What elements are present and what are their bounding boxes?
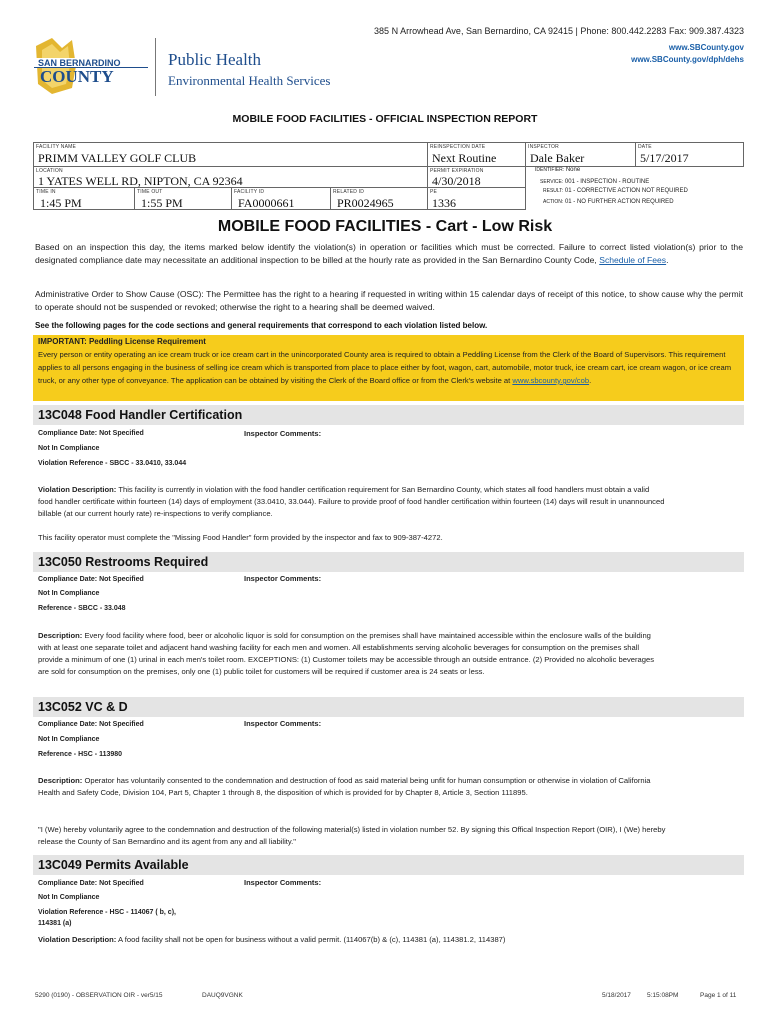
related-id-cell <box>330 187 428 210</box>
result-row <box>543 188 688 194</box>
description-label: Description: <box>38 631 83 640</box>
logo-text-bottom: COUNTY <box>40 67 114 86</box>
permit-expiration-value: 4/30/2018 <box>432 174 481 188</box>
footer-code: DAUQ9VGNK <box>202 992 243 999</box>
violation-title: 13C049 Permits Available <box>33 855 744 875</box>
county-logo <box>32 36 150 96</box>
related-id-value: PR0024965 <box>337 196 394 210</box>
permit-expiration-label: PERMIT EXPIRATION <box>430 168 484 174</box>
county-seal-icon <box>32 36 150 96</box>
description-text: This facility is currently in violation with the food handler certification requirement for San Bernardino County, which states all food handlers must obtain a valid food handler certificate within fourteen (14) days of employment (33.0410, 33.044). Failure to provide proof of food handler certification within fourteen (14) days will result in unannounced billable (at our current hourly rate) re-inspections to verify compliance. <box>38 485 665 518</box>
description-label: Description: <box>38 776 83 785</box>
cob-website-link[interactable]: www.sbcounty.gov/cob <box>512 376 590 385</box>
logo-text-top: SAN BERNARDINO <box>38 58 121 68</box>
description-text: Operator has voluntarily consented to the condemnation and destruction of food as said material being unfit for human consumption or otherwise in violation of California Health and Safety Code, Division 104, Part 5, Chapter 1 through 8, the disposition of which is provided for by Chapter 8, Article 3, Section 111895. <box>38 776 651 797</box>
page-number: Page 1 of 11 <box>700 992 737 999</box>
identifier-row <box>535 167 580 173</box>
time-in-value: 1:45 PM <box>40 196 82 210</box>
inspector-comments-label: Inspector Comments: <box>244 574 322 583</box>
action-value: 01 - NO FURTHER ACTION REQUIRED <box>564 199 674 205</box>
peddling-license-notice <box>33 335 744 401</box>
pe-cell <box>427 187 526 210</box>
violation-reference: Violation Reference - SBCC - 33.0410, 33.044 <box>38 460 187 467</box>
facility-name-label: FACILITY NAME <box>36 144 77 150</box>
service-row <box>540 179 649 185</box>
facility-id-label: FACILITY ID <box>234 189 265 195</box>
inspector-comments-label: Inspector Comments: <box>244 719 322 728</box>
facility-id-value: FA0000661 <box>238 196 295 210</box>
header-divider <box>155 38 156 96</box>
description-label: Violation Description: <box>38 935 117 944</box>
violation-reference: Reference - SBCC - 33.048 <box>38 605 126 612</box>
time-in-label: TIME IN <box>36 189 56 195</box>
dehs-website-link[interactable]: www.SBCounty.gov/dph/dehs <box>631 55 744 64</box>
description-text: A food facility shall not be open for business without a valid permit. (114067(b) & (c), 114381 (a), 114381.2, 114387) <box>118 935 506 944</box>
org-name: Public Health <box>168 50 262 69</box>
inspector-comments-label: Inspector Comments: <box>244 878 322 887</box>
time-out-cell <box>134 187 232 210</box>
reinspection-label: REINSPECTION DATE <box>430 144 486 150</box>
date-value: 5/17/2017 <box>640 151 689 165</box>
description-label: Violation Description: <box>38 485 117 494</box>
footer-date: 5/18/2017 <box>602 992 631 999</box>
inspector-comments-label: Inspector Comments: <box>244 429 322 438</box>
compliance-status: Not In Compliance <box>38 736 100 743</box>
location-label: LOCATION <box>36 168 63 174</box>
intro-end: . <box>666 255 669 265</box>
date-label: DATE <box>638 144 652 150</box>
violation-description <box>38 484 666 520</box>
permit-expiration-cell <box>427 166 526 188</box>
notice-title: IMPORTANT: Peddling License Requirement <box>38 337 206 346</box>
pe-value: 1336 <box>432 196 456 210</box>
compliance-status: Not In Compliance <box>38 590 100 597</box>
violation-description <box>38 775 666 799</box>
violation-reference: Violation Reference - HSC - 114067 ( b, c), <box>38 909 176 916</box>
result-value: 01 - CORRECTIVE ACTION NOT REQUIRED <box>564 188 688 194</box>
related-id-label: RELATED ID <box>333 189 365 195</box>
time-in-cell <box>33 187 135 210</box>
identifier-label: IDENTIFIER: <box>535 167 565 173</box>
violation-description <box>38 630 666 678</box>
pe-label: PE <box>430 189 438 195</box>
compliance-date: Compliance Date: Not Specified <box>38 721 144 728</box>
compliance-date: Compliance Date: Not Specified <box>38 430 144 437</box>
compliance-date: Compliance Date: Not Specified <box>38 576 144 583</box>
description-text: Every food facility where food, beer or alcoholic liquor is sold for consumption on the premises shall have maintained accessible within the enclosure walls of the building with at least one separate toilet and adjacent hand washing facility for each men and women. All establishments serving alcoholic beverages for consumption on the premises shall provide a minimum of one (1) urinal in each men's toilet room. EXCEPTIONS: (1) Customer toilets may be accessible through an outside entrance. (2) Provided no alcoholic beverages are sold for consumption on the premises, only one (1) public toilet for customers will be required if customer area is 24 seats or less. <box>38 631 654 676</box>
violation-extra: "I (We) hereby voluntarily agree to the condemnation and destruction of the following material(s) listed in violation number 52. By signing this Offical Inspection Report (OIR), I (We) hereby release the County of San Bernardino and its agent from any and all liability." <box>38 825 666 846</box>
dept-name: Environmental Health Services <box>168 73 331 88</box>
notice-end: . <box>589 376 592 385</box>
service-value: 001 - INSPECTION - ROUTINE <box>564 179 650 185</box>
date-cell <box>635 142 744 167</box>
facility-name-cell <box>33 142 428 167</box>
violation-description <box>38 934 728 946</box>
compliance-status: Not In Compliance <box>38 445 100 452</box>
action-row <box>543 199 674 205</box>
location-cell <box>33 166 428 188</box>
notice-text: Every person or entity operating an ice cream truck or ice cream cart in the unincorporated County area is required to obtain a Peddling License from the Clerk of the Board of Supervisors. This requirement applies to all persons engaging in the business of selling ice cream which is transported from place to place either by foot, wagon, cart, automobile, motor truck, ice cream cart, ice cream wagon, or ice cream truck, or any other type of conveyance. The application can be obtained by visiting the Clerk of the Board office or from the Clerk's website at <box>38 350 732 385</box>
violation-title: 13C052 VC & D <box>33 697 744 717</box>
action-label: ACTION: <box>543 199 564 205</box>
time-out-label: TIME OUT <box>137 189 163 195</box>
violation-extra: This facility operator must complete the "Missing Food Handler" form provided by the inspector and fax to 909-387-4272. <box>38 533 443 542</box>
intro-paragraph <box>35 241 743 267</box>
violation-reference: Reference - HSC - 113980 <box>38 751 123 758</box>
code-sections-note: See the following pages for the code sections and general requirements that correspond to each violation listed below. <box>35 321 488 330</box>
violation-title: 13C050 Restrooms Required <box>33 552 744 572</box>
footer-form-id: 5290 (0190) - OBSERVATION OIR - ver5/15 <box>35 992 163 999</box>
osc-paragraph: Administrative Order to Show Cause (OSC): The Permittee has the right to a hearing if requested in writing within 15 calendar days of receipt of this notice, to show cause why the permit to operate should not be suspended or revoked; otherwise the right to a hearing shall be deemed waived. <box>35 289 743 312</box>
compliance-date: Compliance Date: Not Specified <box>38 880 144 887</box>
report-title: MOBILE FOOD FACILITIES - OFFICIAL INSPECTION REPORT <box>232 113 538 125</box>
location-value: 1 YATES WELL RD, NIPTON, CA 92364 <box>38 174 243 188</box>
violation-reference-cont: 114381 (a) <box>38 920 72 927</box>
inspector-value: Dale Baker <box>530 151 585 165</box>
header-address: 385 N Arrowhead Ave, San Bernardino, CA 92415 | Phone: 800.442.2283 Fax: 909.387.4323 <box>374 26 744 36</box>
compliance-status: Not In Compliance <box>38 894 100 901</box>
result-label: RESULT: <box>543 188 564 194</box>
website-link[interactable]: www.SBCounty.gov <box>668 43 744 52</box>
violation-title: 13C048 Food Handler Certification <box>33 405 744 425</box>
facility-type-title: MOBILE FOOD FACILITIES - Cart - Low Risk <box>217 218 553 235</box>
facility-id-cell <box>231 187 331 210</box>
time-out-value: 1:55 PM <box>141 196 183 210</box>
reinspection-cell <box>427 142 526 167</box>
inspector-label: INSPECTOR <box>528 144 559 150</box>
reinspection-value: Next Routine <box>432 151 497 165</box>
inspector-cell <box>525 142 636 167</box>
schedule-of-fees-link[interactable]: Schedule of Fees <box>599 255 667 265</box>
intro-text: Based on an inspection this day, the items marked below identify the violation(s) in operation or facilities which must be corrected. Failure to correct listed violation(s) prior to the designated compliance date may necessitate an additional inspection to be billed at the hourly rate as provided in the San Bernardino County Code, <box>35 242 743 265</box>
identifier-value: None <box>565 167 581 173</box>
service-label: SERVICE: <box>540 179 564 185</box>
footer-time: 5:15:08PM <box>647 992 679 999</box>
facility-name-value: PRIMM VALLEY GOLF CLUB <box>38 151 197 165</box>
